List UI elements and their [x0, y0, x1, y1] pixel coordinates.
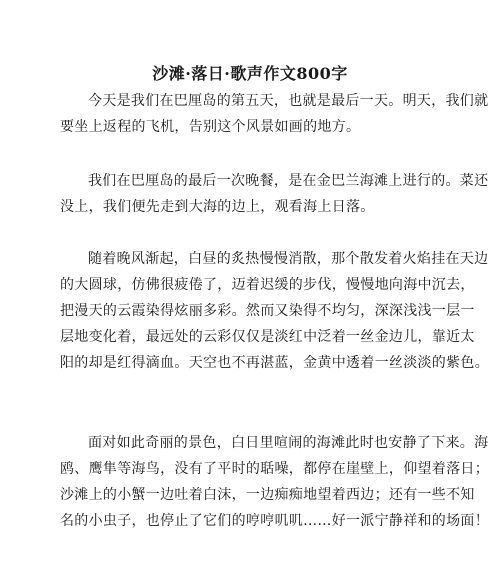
paragraph-line: 阳的却是红得滴血。天空也不再湛蓝，金黄中透着一丝淡淡的紫色。	[60, 355, 489, 371]
paragraph-line: 层地变化着，最远处的云彩仅仅是淡红中泛着一丝金边儿，靠近太	[60, 329, 475, 345]
paragraph-line: 没上，我们便先走到大海的边上，观看海上日落。	[60, 199, 375, 215]
paragraph-line: 面对如此奇丽的景色，白日里喧闹的海滩此时也安静了下来。海	[88, 435, 489, 451]
paragraph-line: 沙滩上的小蟹一边吐着白沫，一边痴痴地望着西边；还有一些不知	[60, 487, 475, 503]
paragraph-line: 把漫天的云霞染得炫丽多彩。然而又染得不均匀，深深浅浅一层一	[60, 303, 475, 319]
paragraph-line: 鸥、鹰隼等海鸟，没有了平时的聒噪，都停在崖壁上，仰望着落日；	[60, 461, 489, 477]
paragraph-line: 今天是我们在巴厘岛的第五天，也就是最后一天。明天，我们就	[88, 93, 489, 109]
document-title: 沙滩·落日·歌声作文800字	[152, 64, 348, 83]
paragraph-1	[60, 88, 489, 140]
paragraph-4	[60, 430, 489, 534]
paragraph-line: 我们在巴厘岛的最后一次晚餐，是在金巴兰海滩上进行的。菜还	[88, 173, 489, 189]
paragraph-line: 的大圆球，仿佛很疲倦了，迈着迟缓的步伐，慢慢地向海中沉去，	[60, 277, 475, 293]
paragraph-line: 随着晚风渐起，白昼的炙热慢慢消散，那个散发着火焰挂在天边	[88, 251, 489, 267]
paragraph-2	[60, 168, 489, 220]
paragraph-line: 名的小虫子，也停止了它们的哼哼叽叽……好一派宁静祥和的场面！	[60, 513, 489, 529]
paragraph-line: 要坐上返程的飞机，告别这个风景如画的地方。	[60, 119, 361, 135]
paragraph-3	[60, 246, 489, 376]
